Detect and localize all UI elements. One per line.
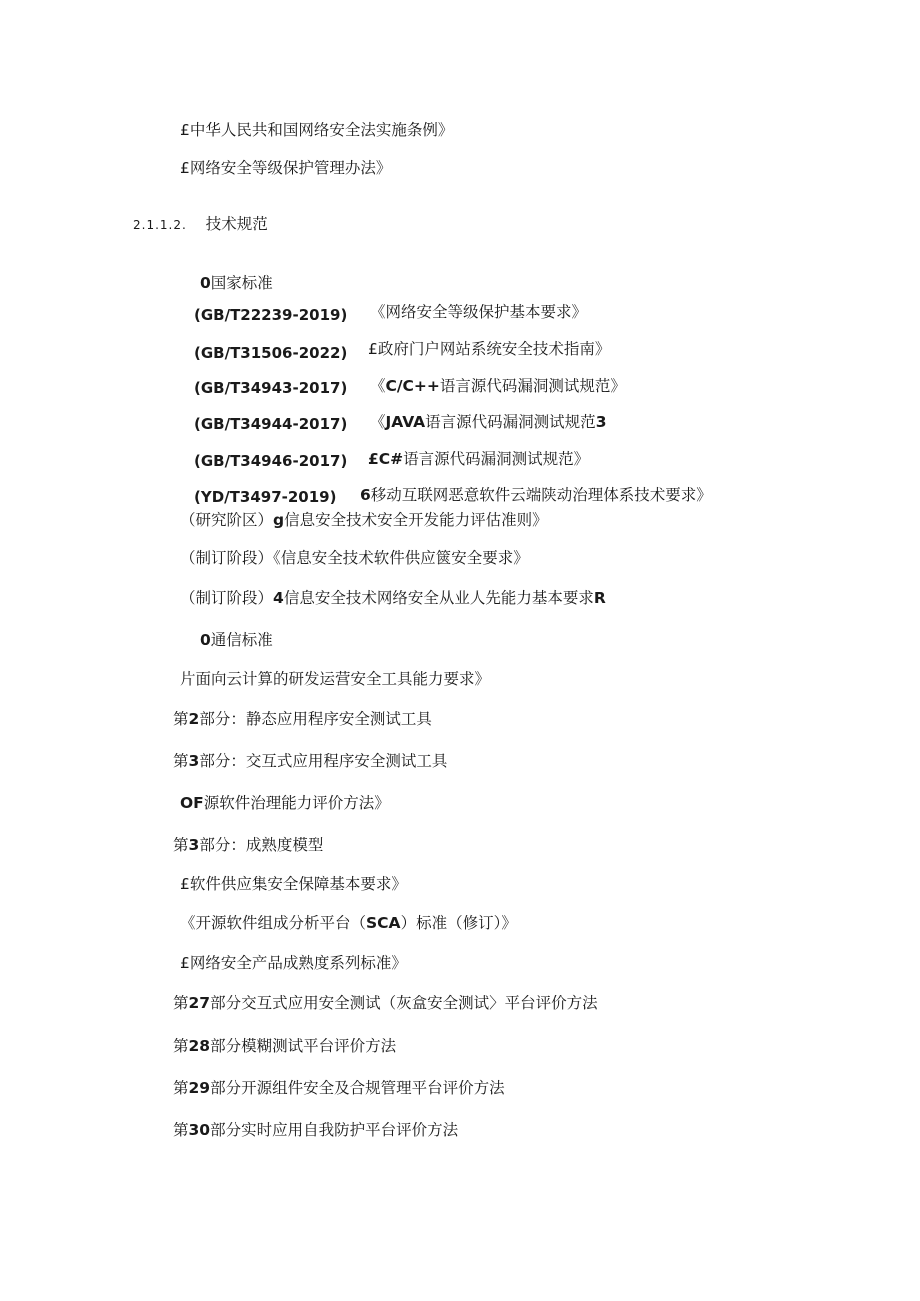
telecom-item: OF源软件治理能力评价方法》 xyxy=(180,794,390,812)
telecom-item: 第27部分交互式应用安全测试（灰盒安全测试〉平台评价方法 xyxy=(173,994,598,1012)
standard-code: (GB/T34946-2017) xyxy=(194,452,348,470)
standard-title: 6移动互联网恶意软件云端陕动治理体系技术要求》 xyxy=(360,486,712,504)
standard-code: (GB/T31506-2022) xyxy=(194,344,348,362)
national-standards-heading xyxy=(200,273,273,293)
law-item: £中华人民共和国网络安全法实施条例》 xyxy=(180,121,454,139)
stage-item: （制订阶段）《信息安全技术软件供应篋安全要求》 xyxy=(180,549,529,567)
law-item: £网络安全等级保护管理办法》 xyxy=(180,159,392,177)
telecom-item: 第28部分模糊测试平台评价方法 xyxy=(173,1037,397,1055)
section-heading xyxy=(133,214,268,235)
standard-title: 《C/C++语言源代码漏洞测试规范》 xyxy=(370,377,626,395)
standard-code: (GB/T34943-2017) xyxy=(194,379,348,397)
standard-code: (YD/T3497-2019) xyxy=(194,488,337,506)
telecom-item: 第30部分实时应用自我防护平台评价方法 xyxy=(173,1121,459,1139)
heading-mark: 0 xyxy=(200,274,211,292)
standard-code: (GB/T34944-2017) xyxy=(194,415,348,433)
telecom-item: 片面向云计算的研发运营安全工具能力要求》 xyxy=(180,670,491,688)
telecom-item: £网络安全产品成熟度系列标准》 xyxy=(180,954,407,972)
telecom-standards-heading: 0通信标准 xyxy=(200,631,273,649)
telecom-item: 第3部分：交互式应用程序安全测试工具 xyxy=(173,752,448,770)
section-title: 技术规范 xyxy=(205,215,268,233)
telecom-item: £软件供应集安全保障基本要求》 xyxy=(180,875,407,893)
telecom-item: 第3部分：成熟度模型 xyxy=(173,836,324,854)
section-number: 2.1.1.2. xyxy=(133,218,187,232)
standard-code: (GB/T22239-2019) xyxy=(194,306,348,324)
stage-item: （制订阶段）4信息安全技术网络安全从业人先能力基本要求R xyxy=(180,589,606,607)
standard-title: 《网络安全等级保护基本要求》 xyxy=(370,303,588,321)
stage-item: （研究阶区）g信息安全技术安全开发能力评估准则》 xyxy=(180,511,548,529)
telecom-item: 第2部分：静态应用程序安全测试工具 xyxy=(173,710,432,728)
standard-title: 《JAVA语言源代码漏洞测试规范3 xyxy=(370,413,607,431)
telecom-item: 第29部分开源组件安全及合规管理平台评价方法 xyxy=(173,1079,505,1097)
standard-title: £C#语言源代码漏洞测试规范》 xyxy=(368,450,590,468)
heading-text: 国家标准 xyxy=(210,274,273,292)
standard-title: £政府门户网站系统安全技术指南》 xyxy=(368,340,611,358)
telecom-item: 《开源软件组成分析平台（SCA）标准（修订）》 xyxy=(180,914,517,932)
